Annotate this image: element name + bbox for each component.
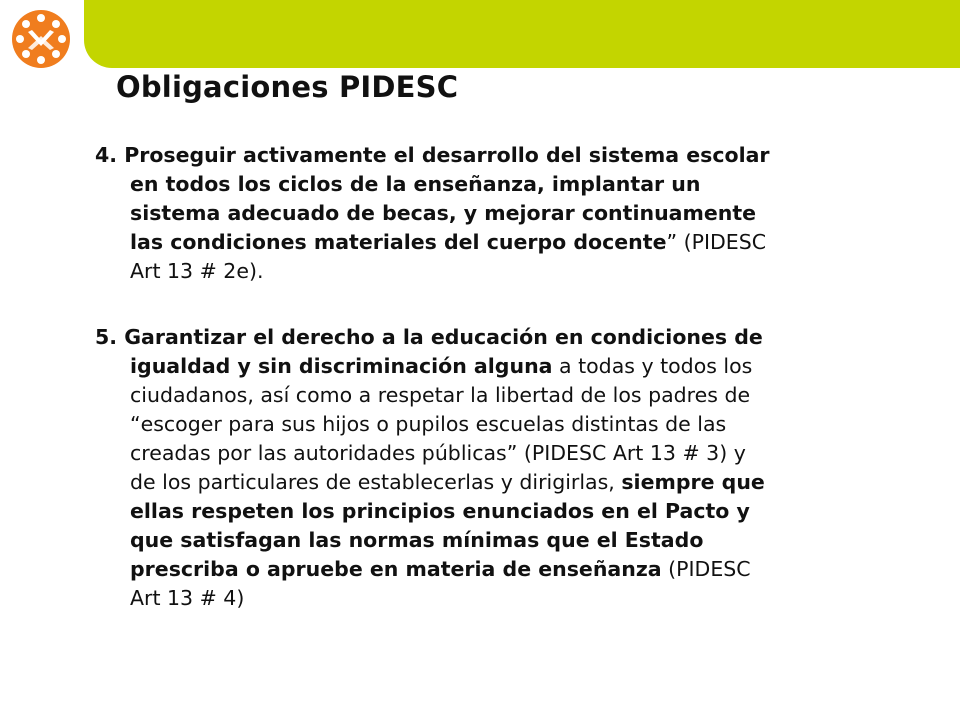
paragraph-line <box>95 199 895 228</box>
bold-text-segment: 4. Proseguir activamente el desarrollo del sistema escolar <box>95 143 770 167</box>
paragraph-line <box>95 584 895 613</box>
paragraph-line <box>95 439 895 468</box>
bold-text-segment: que satisfagan las normas mínimas que el Estado <box>130 528 704 552</box>
bold-text-segment: en todos los ciclos de la enseñanza, implantar un <box>130 172 701 196</box>
paragraph-line <box>95 526 895 555</box>
paragraph-line <box>95 497 895 526</box>
bold-text-segment: 5. Garantizar el derecho a la educación en condiciones de <box>95 325 763 349</box>
paragraph-line <box>95 410 895 439</box>
text-segment: Art 13 # 2e). <box>130 259 264 283</box>
text-segment: a todas y todos los <box>552 354 753 378</box>
text-segment: (PIDESC <box>661 557 751 581</box>
bold-text-segment: prescriba o apruebe en materia de enseñanza <box>130 557 662 581</box>
bold-text-segment: siempre que <box>621 470 765 494</box>
bold-text-segment: las condiciones materiales del cuerpo docente <box>130 230 667 254</box>
paragraph-line <box>95 468 895 497</box>
bold-text-segment: ellas respeten los principios enunciados en el Pacto y <box>130 499 750 523</box>
text-segment: ciudadanos, así como a respetar la libertad de los padres de <box>130 383 751 407</box>
paragraph-line <box>95 141 895 170</box>
header-band <box>84 0 960 68</box>
paragraph-line <box>95 228 895 257</box>
slide-title: Obligaciones PIDESC <box>116 70 459 104</box>
text-segment: creadas por las autoridades públicas” (PIDESC Art 13 # 3) y <box>130 441 746 465</box>
text-segment: de los particulares de establecerlas y dirigirlas, <box>130 470 622 494</box>
paragraph-line <box>95 352 895 381</box>
paragraph-line <box>95 555 895 584</box>
obligation-item-4 <box>95 141 895 286</box>
bold-text-segment: igualdad y sin discriminación alguna <box>130 354 553 378</box>
paragraph-line <box>95 381 895 410</box>
bold-text-segment: sistema adecuado de becas, y mejorar continuamente <box>130 201 757 225</box>
paragraph-line <box>95 170 895 199</box>
text-segment: “escoger para sus hijos o pupilos escuelas distintas de las <box>130 412 727 436</box>
text-segment: ” (PIDESC <box>666 230 767 254</box>
obligation-item-5 <box>95 323 895 613</box>
paragraph-line <box>95 257 895 286</box>
text-segment: Art 13 # 4) <box>130 586 245 610</box>
organization-logo-icon <box>10 8 72 70</box>
paragraph-line <box>95 323 895 352</box>
